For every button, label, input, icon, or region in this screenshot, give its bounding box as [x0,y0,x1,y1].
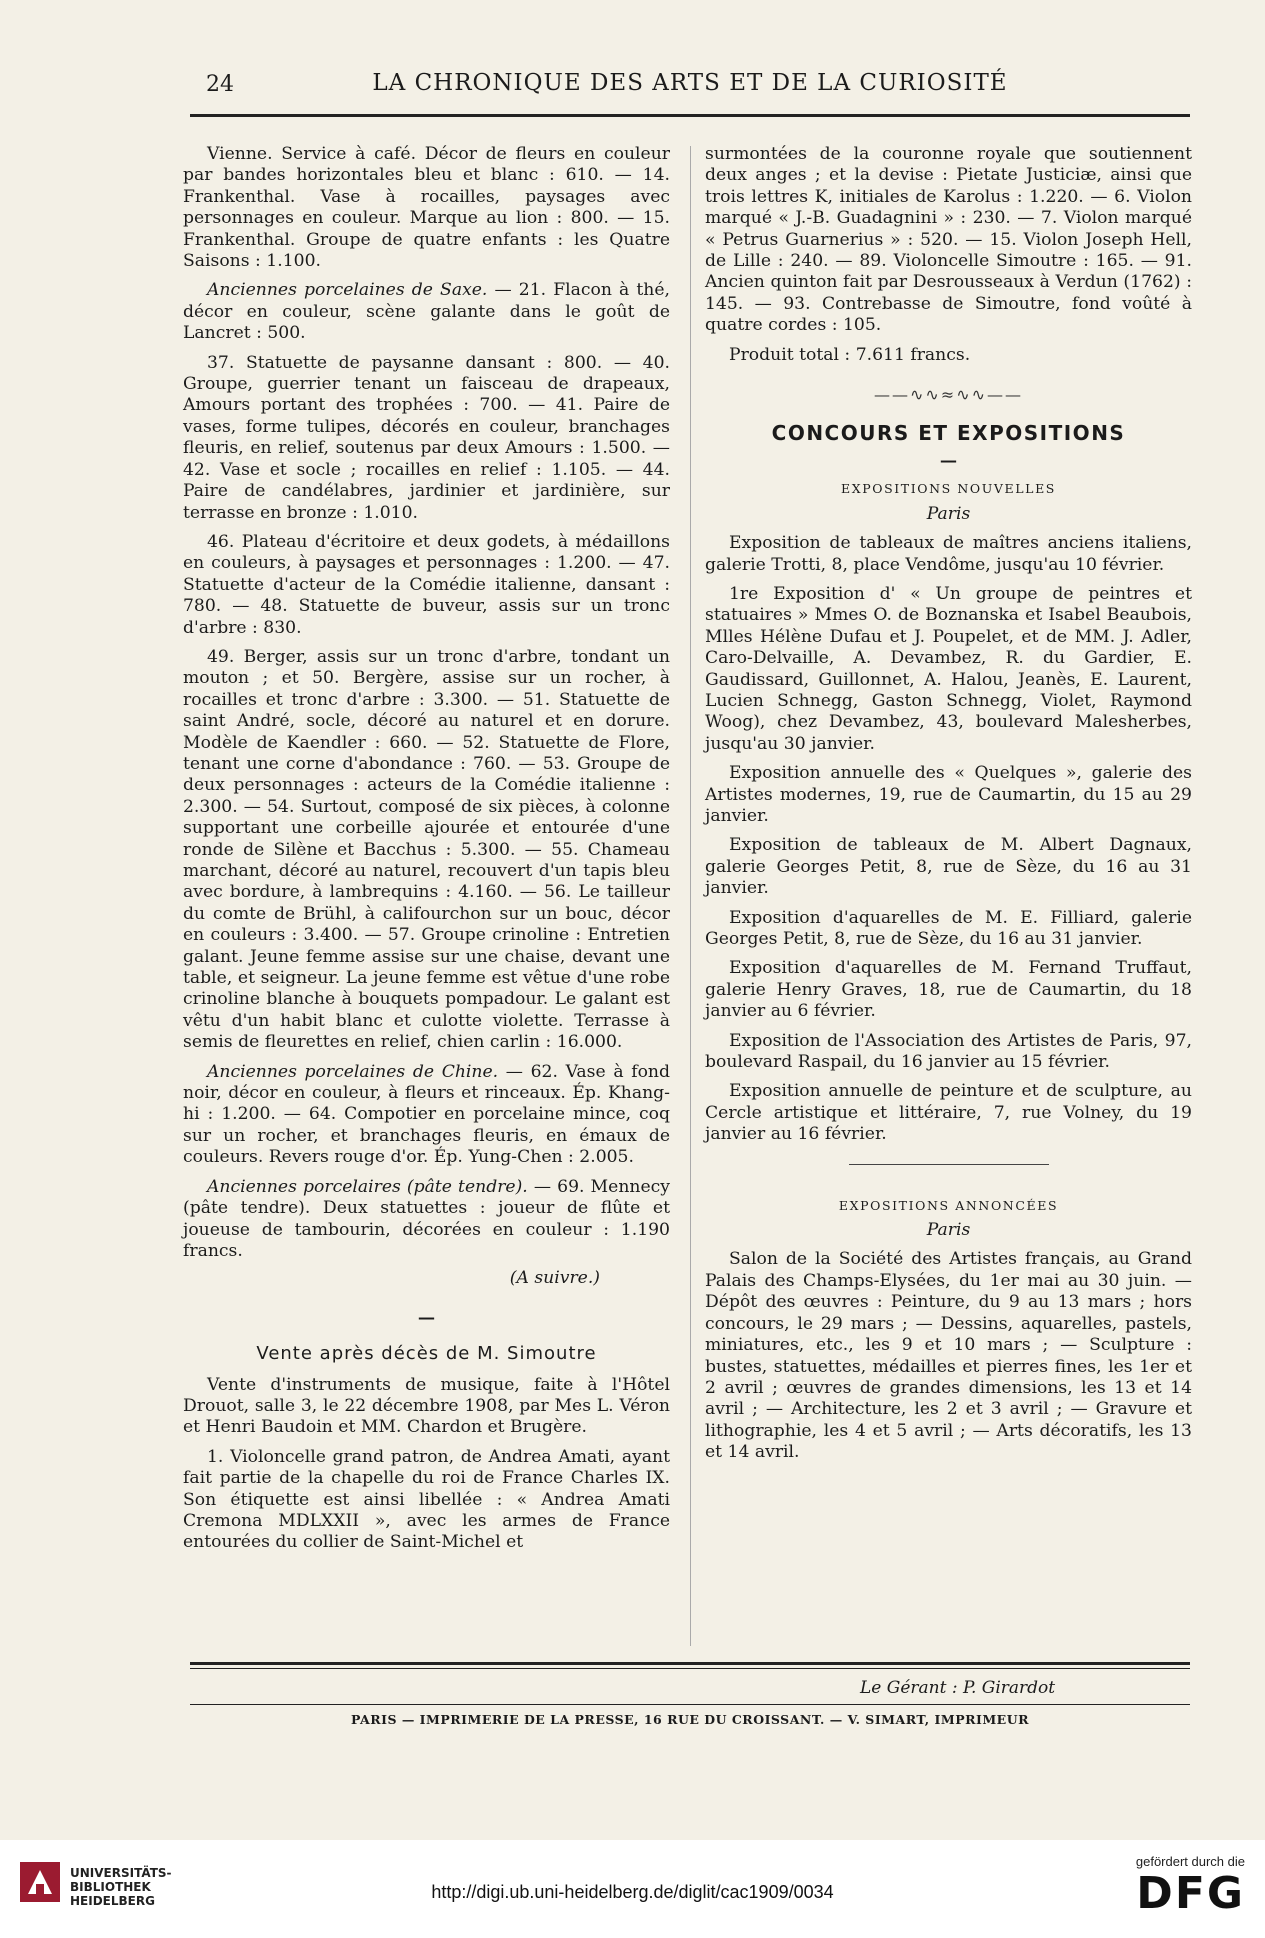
digitization-footer [0,1840,1265,1938]
exhibition-entry: Exposition d'aquarelles de M. Fernand Truffaut, galerie Henry Graves, 18, rue de Caumartin, du 18 janvier au 6 février. [705,958,1192,1022]
italic-heading: Anciennes porcelaines de Chine. [207,1061,499,1082]
subsection-heading: EXPOSITIONS ANNONCÉES [838,1197,1059,1213]
funded-by-caption: gefördert durch die [1135,1854,1245,1869]
exhibition-entry: Exposition de l'Association des Artistes de Paris, 97, boulevard Raspail, du 16 janvier au 15 février. [705,1030,1192,1073]
page-number: 24 [206,72,234,97]
paragraph [183,280,670,344]
exhibition-entry: 1re Exposition d' « Un groupe de peintres et statuaires » Mmes O. de Boznanska et Isabel Beaubois, Mlles Hélène Dufau et J. Poupelet, et de MM. J. Adler, Caro-Delvaille, A. Devambez, R. du Gardier, E. Gaudissard, Guillonnet, A. Halou, Jeanès, E. Laurent, Lucien Schnegg, Gaston Schnegg, Violet, Raymond Woog), chez Devambez, 43, boulevard Malesherbes, jusqu'au 30 janvier. [705,583,1192,754]
subsection-heading: EXPOSITIONS NOUVELLES [841,481,1056,497]
section-dash: — [939,450,958,471]
to-be-continued: (A suivre.) [509,1268,600,1289]
divider [849,1164,1049,1165]
source-url[interactable]: http://digi.ub.uni-heidelberg.de/diglit/cac1909/0034 [431,1882,834,1902]
exhibition-entry: Exposition de tableaux de maîtres anciens italiens, galerie Trotti, 8, place Vendôme, jusqu'au 10 février. [705,533,1192,575]
paragraph: surmontées de la couronne royale que soutiennent deux anges ; et la devise : Pietate Justiciæ, ainsi que trois lettres K, initiales de Karolus : 1.220. — 6. Violon marqué « J.-B. Guadagnini » : 230. — 7. Violon marqué « Petrus Guarnerius » : 520. — 15. Violon Joseph Hell, de Lille : 240. — 89. Violoncelle Simoutre : 165. — 91. Ancien quinton fait par Desrousseaux à Verdun (1762) : 145. — 93. Contrebasse de Simoutre, fond voûté à quatre cordes : 105. [705,144,1192,336]
paragraph-text: — 69. Mennecy (pâte tendre). Deux statuettes : joueur de flûte et joueuse de tambourin, décorées en couleur : 1.190 francs. [183,1176,670,1261]
exhibition-entry: Exposition d'aquarelles de M. E. Filliard, galerie Georges Petit, 8, rue de Sèze, du 16 au 31 janvier. [705,907,1192,949]
bottom-rule [190,1662,1190,1665]
paragraph [183,1177,670,1263]
exhibition-entry: Exposition annuelle des « Quelques », galerie des Artistes modernes, 19, rue de Caumartin, du 15 au 29 janvier. [705,763,1192,826]
printer-imprint: PARIS — IMPRIMERIE DE LA PRESSE, 16 RUE DU CROISSANT. — V. SIMART, IMPRIMEUR [351,1712,1029,1727]
italic-heading: Anciennes porcelaines de Saxe. [207,280,488,301]
paragraph: Vente d'instruments de musique, faite à l'Hôtel Drouot, salle 3, le 22 décembre 1908, par Mes L. Véron et Henri Baudoin et MM. Chardon et Brugère. [183,1374,670,1438]
exhibition-entry: Exposition de tableaux de M. Albert Dagnaux, galerie Georges Petit, 8, rue de Sèze, du 16 au 31 janvier. [705,835,1192,899]
paragraph-text: — 62. Vase à fond noir, décor en couleur, à fleurs et rinceaux. Ép. Khang-hi : 1.200. — 64. Compotier en porcelaine mince, coq sur un rocher, et branchages fleuris, en émaux de couleurs. Revers rouge d'or. Ép. Yung-Chen : 2.005. [183,1061,670,1168]
running-title: LA CHRONIQUE DES ARTS ET DE LA CURIOSITÉ [372,70,1008,96]
exhibition-entry: Salon de la Société des Artistes français, au Grand Palais des Champs-Elysées, du 1er mai au 30 juin. — Dépôt des œuvres : Peinture, du 9 au 13 mars ; hors concours, le 29 mars ; — Dessins, aquarelles, pastels, miniatures, etc., les 9 et 10 mars ; — Sculpture : bustes, statuettes, médailles et pierres fines, les 1er et 2 avril ; œuvres de grandes dimensions, les 13 et 14 avril ; — Architecture, les 2 et 3 avril ; — Gravure et lithographie, les 4 et 5 avril ; — Arts décoratifs, les 13 et 14 avril. [705,1249,1192,1463]
paragraph: 49. Berger, assis sur un tronc d'arbre, tondant un mouton ; et 50. Bergère, assise sur un rocher, à rocailles et tronc d'arbre : 3.300. — 51. Statuette de saint André, socle, décoré au naturel et en dorure. Modèle de Kaendler : 660. — 52. Statuette de Flore, tenant une corne d'abondance : 760. — 53. Groupe de deux personnages : acteurs de la Comédie italienne : 2.300. — 54. Surtout, composé de six pièces, à colonne supportant une corbeille ajourée et entourée d'une ronde de Silène et Bacchus : 5.300. — 55. Chameau marchant, décoré au naturel, recouvert d'un tapis bleu avec bordure, à lambrequins : 4.160. — 56. Le tailleur du comte de Brühl, à califourchon sur un bouc, décor en couleurs : 3.400. — 57. Groupe crinoline : Entretien galant. Jeune femme assise sur une chaise, devant une table, et seigneur. La jeune femme est vêtue d'une robe crinoline blanche à bouquets pompadour. Le galant est vêtu d'un habit blanc et culotte violette. Terrasse à semis de fleurettes en relief, chien carlin : 16.000. [183,646,670,1053]
paragraph [183,1062,670,1169]
ornament-flourish: ——∿∿≈∿∿—— [873,385,1024,405]
exhibition-entry: Exposition annuelle de peinture et de sculpture, au Cercle artistique et littéraire, 7, rue Volney, du 19 janvier au 16 février. [705,1081,1192,1145]
paragraph: Produit total : 7.611 francs. [729,344,971,365]
paragraph: 46. Plateau d'écritoire et deux godets, à médaillons en couleurs, à paysages et personnages : 1.200. — 47. Statuette d'acteur de la Comédie italienne, dansant : 780. — 48. Statuette de buveur, assis sur un tronc d'arbre : 830. [183,531,670,638]
paragraph-text: — 21. Flacon à thé, décor en couleur, scène galante dans le goût de Lancret : 500. [183,280,670,344]
dfg-logo [1085,1854,1245,1919]
right-column [705,144,1192,1472]
bottom-rule [190,1704,1190,1705]
bottom-rule [190,1668,1190,1669]
gerant-signature: Le Gérant : P. Girardot [860,1678,1056,1698]
column-separator [690,146,691,1646]
library-name: UNIVERSITÄTS- BIBLIOTHEK HEIDELBERG [70,1866,172,1908]
left-column [183,144,670,1562]
paragraph: Vienne. Service à café. Décor de fleurs en couleur par bandes horizontales bleu et blanc : 610. — 14. Frankenthal. Vase à rocailles, paysages avec personnages en couleur. Marque au lion : 800. — 15. Frankenthal. Groupe de quatre enfants : les Quatre Saisons : 1.100. [183,144,670,272]
section-title: CONCOURS ET EXPOSITIONS [771,421,1126,446]
paragraph: 1. Violoncelle grand patron, de Andrea Amati, ayant fait partie de la chapelle du roi de France Charles IX. Son étiquette est ainsi libellée : « Andrea Amati Cremona MDLXXII », avec les armes de France entourées du collier de Saint-Michel et [183,1446,670,1553]
italic-heading: Anciennes porcelaires (pâte tendre). [207,1176,528,1197]
dfg-wordmark: DFG [1136,1868,1245,1919]
location-heading: Paris [926,1220,971,1241]
section-dash: — [417,1307,436,1328]
page-header [190,62,1190,112]
header-rule [190,114,1190,117]
paragraph: 37. Statuette de paysanne dansant : 800. — 40. Groupe, guerrier tenant un faisceau de drapeaux, Amours portant des trophées : 700. — 41. Paire de vases, forme tulipes, décorés en couleur, branchages fleuris, en relief, soutenus par deux Amours : 1.500. — 42. Vase et socle ; rocailles en relief : 1.105. — 44. Paire de candélabres, jardinier et jardinière, sur terrasse en bronze : 1.010. [183,352,670,523]
vente-title: Vente après décès de M. Simoutre [256,1343,597,1365]
location-heading: Paris [926,503,971,524]
